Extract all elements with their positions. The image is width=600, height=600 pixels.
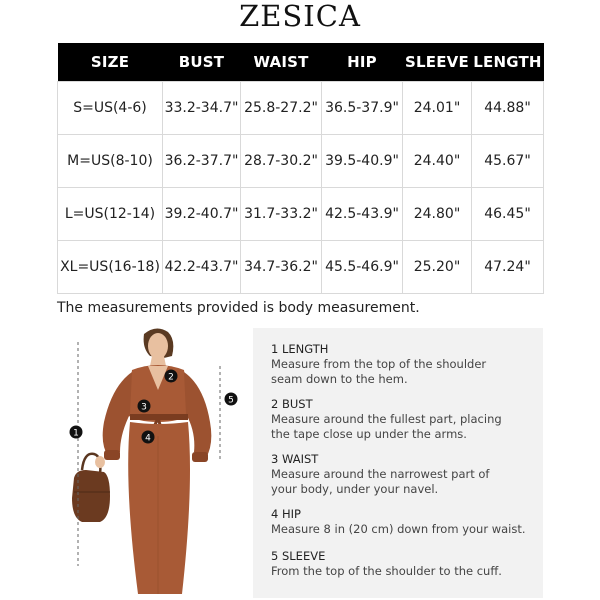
table-row [58, 188, 544, 241]
size-chart-table [57, 43, 544, 294]
instruction-text: seam down to the hem. [271, 371, 408, 386]
cell-length: 47.24" [472, 241, 544, 294]
cell-bust: 42.2-43.7" [163, 241, 241, 294]
cell-waist: 31.7-33.2" [241, 188, 322, 241]
cell-hip: 36.5-37.9" [322, 82, 403, 135]
cell-sleeve: 25.20" [403, 241, 472, 294]
cell-bust: 33.2-34.7" [163, 82, 241, 135]
instruction-title: 5 SLEEVE [271, 549, 326, 563]
marker-4-label: 4 [145, 433, 151, 444]
marker-2-label: 2 [168, 372, 174, 383]
instruction-title: 3 WAIST [271, 452, 319, 466]
table-row [58, 82, 544, 135]
instruction-text: Measure from the top of the shoulder [271, 357, 487, 371]
instruction-title: 2 BUST [271, 397, 313, 411]
cell-bust: 36.2-37.7" [163, 135, 241, 188]
header-waist: WAIST [241, 43, 322, 82]
cell-size: XL=US(16-18) [58, 241, 163, 294]
instruction-sleeve [271, 549, 533, 579]
brand-logo: ZESICA [239, 0, 361, 33]
instruction-title: 4 HIP [271, 507, 301, 521]
cell-hip: 45.5-46.9" [322, 241, 403, 294]
table-row [58, 135, 544, 188]
instruction-text: Measure around the fullest part, placing [271, 412, 502, 426]
measurement-note: The measurements provided is body measurement. [57, 300, 420, 316]
instruction-text: Measure around the narrowest part of [271, 467, 490, 481]
header-hip: HIP [322, 43, 403, 82]
instruction-text: Measure 8 in (20 cm) down from your waist. [271, 522, 526, 536]
instruction-text: your body, under your navel. [271, 481, 439, 496]
header-bust: BUST [163, 43, 241, 82]
size-chart-header-row [58, 43, 544, 82]
cell-waist: 25.8-27.2" [241, 82, 322, 135]
cell-sleeve: 24.40" [403, 135, 472, 188]
cell-bust: 39.2-40.7" [163, 188, 241, 241]
instruction-bust [271, 397, 533, 441]
instruction-hip [271, 507, 533, 537]
instruction-text: the tape close up under the arms. [271, 426, 467, 441]
marker-5-label: 5 [228, 395, 234, 406]
header-sleeve: SLEEVE [403, 43, 472, 82]
instruction-text: From the top of the shoulder to the cuff. [271, 564, 502, 578]
cell-size: L=US(12-14) [58, 188, 163, 241]
marker-3-label: 3 [141, 402, 147, 413]
cell-waist: 28.7-30.2" [241, 135, 322, 188]
instruction-waist [271, 452, 533, 496]
cell-hip: 39.5-40.9" [322, 135, 403, 188]
instruction-title: 1 LENGTH [271, 342, 329, 356]
table-row [58, 241, 544, 294]
cell-waist: 34.7-36.2" [241, 241, 322, 294]
instruction-length [271, 342, 533, 386]
dress-illustration [60, 326, 250, 598]
cell-length: 46.45" [472, 188, 544, 241]
measurement-instructions-panel [253, 328, 543, 598]
cell-sleeve: 24.01" [403, 82, 472, 135]
header-size: SIZE [58, 43, 163, 82]
cell-hip: 42.5-43.9" [322, 188, 403, 241]
cell-size: M=US(8-10) [58, 135, 163, 188]
header-length: LENGTH [472, 43, 544, 82]
model-figure [60, 326, 250, 598]
cell-length: 44.88" [472, 82, 544, 135]
cell-sleeve: 24.80" [403, 188, 472, 241]
marker-1-label: 1 [73, 428, 79, 439]
cell-length: 45.67" [472, 135, 544, 188]
cell-size: S=US(4-6) [58, 82, 163, 135]
